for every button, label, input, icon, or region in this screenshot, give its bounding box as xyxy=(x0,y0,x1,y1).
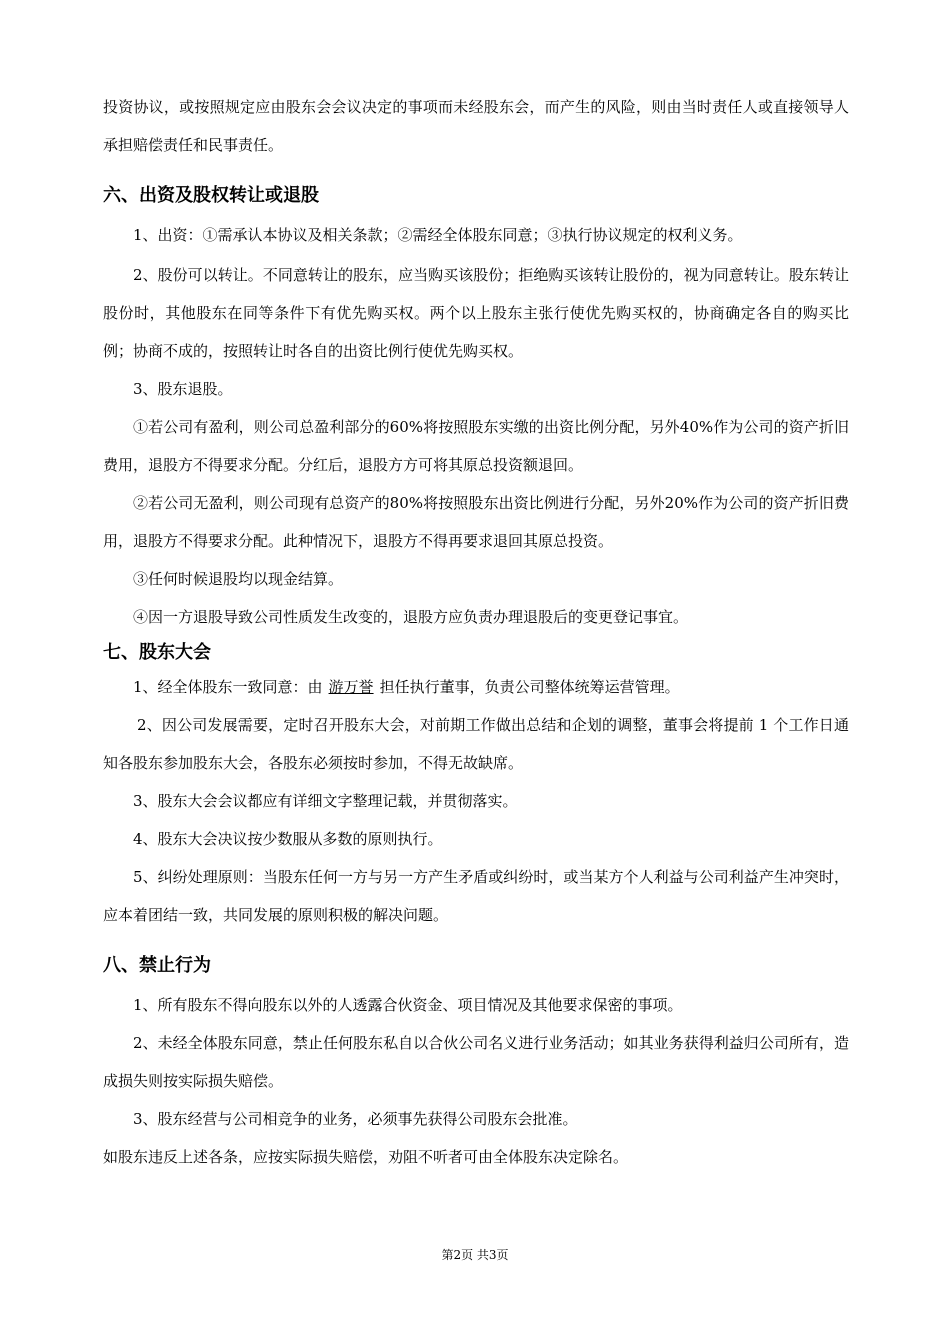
section-8-clause-1: 1、所有股东不得向股东以外的人透露合伙资金、项目情况及其他要求保密的事项。 xyxy=(133,996,683,1014)
section-8-clause-2: 2、未经全体股东同意，禁止任何股东私自以合伙公司名义进行业务活动；如其业务获得利益归公司所有，造成损失则按实际损失赔偿。 xyxy=(103,1034,849,1090)
section-6-clause-3-item-3: ③任何时候退股均以现金结算。 xyxy=(133,570,344,588)
section-7-clause-2: 2、因公司发展需要，定时召开股东大会，对前期工作做出总结和企划的调整，董事会将提前 1 个工作日通知各股东参加股东大会，各股东必须按时参加，不得无故缺席。 xyxy=(103,716,849,772)
section-8-heading: 八、禁止行为 xyxy=(103,955,211,976)
section-7-clause-4: 4、股东大会决议按少数服从多数的原则执行。 xyxy=(133,830,443,848)
section-7-clause-1-prefix: 1、经全体股东一致同意：由 xyxy=(133,678,323,696)
section-8-closing-note: 如股东违反上述各条，应按实际损失赔偿，劝阻不听者可由全体股东决定除名。 xyxy=(103,1148,629,1166)
page-number-footer: 第2页 共3页 xyxy=(441,1248,509,1262)
intro-paragraph: 投资协议，或按照规定应由股东会会议决定的事项而未经股东会，而产生的风险，则由当时责任人或直接领导人承担赔偿责任和民事责任。 xyxy=(103,98,849,154)
section-6-heading: 六、出资及股权转让或退股 xyxy=(103,185,319,206)
section-6-clause-3-item-1: ①若公司有盈利，则公司总盈利部分的60%将按照股东实缴的出资比例分配，另外40%作为公司的资产折旧费用，退股方不得要求分配。分红后，退股方方可将其原总投资额退回。 xyxy=(103,418,849,474)
section-6-clause-3: 3、股东退股。 xyxy=(133,380,233,398)
section-6-clause-2: 2、股份可以转让。不同意转让的股东，应当购买该股份；拒绝购买该转让股份的，视为同意转让。股东转让股份时，其他股东在同等条件下有优先购买权。两个以上股东主张行使优先购买权的，协商确定各自的购买比例；协商不成的，按照转让时各自的出资比例行使优先购买权。 xyxy=(103,266,849,360)
document-body xyxy=(103,88,849,1176)
section-6-clause-3-item-2: ②若公司无盈利，则公司现有总资产的80%将按照股东出资比例进行分配，另外20%作为公司的资产折旧费用，退股方不得要求分配。此种情况下，退股方不得再要求退回其原总投资。 xyxy=(103,494,849,550)
section-7-clause-1 xyxy=(103,668,849,706)
section-7-clause-5: 5、纠纷处理原则：当股东任何一方与另一方产生矛盾或纠纷时，或当某方个人利益与公司利益产生冲突时，应本着团结一致，共同发展的原则积极的解决问题。 xyxy=(103,868,849,924)
executive-director-name: 游万誉 xyxy=(328,678,374,696)
section-7-clause-1-suffix: 担任执行董事，负责公司整体统筹运营管理。 xyxy=(379,678,680,696)
section-6-clause-3-item-4: ④因一方退股导致公司性质发生改变的，退股方应负责办理退股后的变更登记事宜。 xyxy=(133,608,689,626)
section-6-clause-1: 1、出资：①需承认本协议及相关条款；②需经全体股东同意；③执行协议规定的权利义务。 xyxy=(133,226,743,244)
section-8-clause-3: 3、股东经营与公司相竞争的业务，必须事先获得公司股东会批准。 xyxy=(133,1110,578,1128)
section-7-heading: 七、股东大会 xyxy=(103,642,211,663)
section-7-clause-3: 3、股东大会会议都应有详细文字整理记载，并贯彻落实。 xyxy=(133,792,518,810)
